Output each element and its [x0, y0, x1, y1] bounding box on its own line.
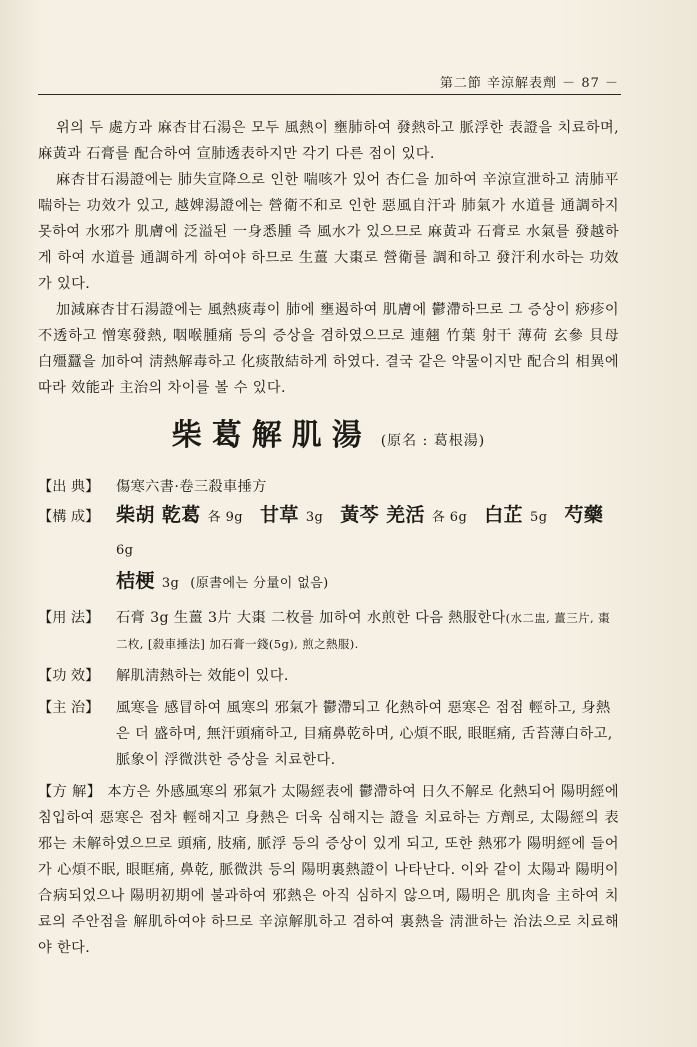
effect-text: 解肌淸熱하는 效能이 있다. — [116, 668, 289, 684]
usage-content — [116, 605, 619, 657]
herb-name: 柴胡 乾葛 — [116, 504, 201, 526]
formula-alias: (原名 : 葛根湯) — [380, 433, 486, 449]
effect-label: 【功 效】 — [38, 668, 100, 684]
herb-dose: 各 6g — [431, 510, 468, 525]
composition-content — [116, 500, 619, 599]
herb-dose: 各 9g — [207, 510, 243, 525]
herb-name: 芍藥 — [564, 504, 604, 526]
explanation-content — [38, 779, 619, 961]
herb-name: 甘草 — [259, 504, 299, 526]
indication-text: 風寒을 感冒하여 風寒의 邪氣가 鬱滯되고 化熱하여 惡寒은 점점 輕하고, 身熱은 더 盛하며, 無汗頭痛하고, 目痛鼻乾하며, 心煩不眠, 眼眶痛, 舌苔薄白하고, 脈象이 浮微洪한 증상을 치료한다. — [116, 700, 613, 768]
usage-text: 石膏 3g 生薑 3片 大棗 二枚를 加하여 水煎한 다음 熱服한다 — [116, 610, 506, 626]
source-text: 傷寒六書·卷三殺車捶方 — [116, 479, 267, 495]
herb-name: 白芷 — [484, 504, 524, 526]
herb-dose: 5g — [530, 510, 548, 525]
herb-name: 黃芩 羌活 — [340, 504, 425, 526]
section-composition — [38, 500, 619, 599]
herb-name: 桔梗 — [116, 570, 155, 592]
section-effect — [38, 663, 619, 689]
composition-note: (原書에는 分量이 없음) — [190, 576, 329, 591]
section-usage — [38, 605, 619, 657]
usage-small-note: (水二盅, 薑三片, 棗二枚, [殺車捶法] 加石膏一錢(5g), 煎之熱服). — [116, 611, 611, 651]
usage-label: 【用 法】 — [38, 610, 100, 626]
running-head: 第二節 辛涼解表劑 － 87 － — [439, 76, 619, 91]
formula-title: 柴葛解肌湯 — [171, 418, 372, 453]
section-source — [38, 474, 619, 500]
header-rule — [38, 94, 621, 95]
herb-dose: 6g — [116, 543, 134, 558]
intro-paragraph-1: 위의 두 處方과 麻杏甘石湯은 모두 風熱이 壅肺하여 發熱하고 脈浮한 表證을 치료하며, 麻黃과 石膏를 配合하여 宣肺透表하지만 각기 다른 점이 있다. — [38, 120, 619, 162]
source-label: 【出 典】 — [38, 479, 100, 495]
herb-dose: 3g — [161, 576, 180, 591]
indication-label: 【主 治】 — [38, 700, 100, 716]
herb-dose: 3g — [305, 510, 324, 525]
intro-paragraph-2: 麻杏甘石湯證에는 肺失宣降으로 인한 喘咳가 있어 杏仁을 加하여 辛涼宣泄하고 淸肺平喘하는 功效가 있고, 越婢湯證에는 營衛不和로 인한 惡風自汗과 肺氣가 水道를 通調하지 못하여 水邪가 肌膚에 泛溢된 一身悉腫 즉 風水가 있으므로 麻黃과 石膏로 水氣를 發越하게 하여 水道를 通調하게 하여야 하므로 生薑 大棗로 營衛를 調和하고 發汗利水하는 功效가 있다. — [38, 172, 619, 292]
explanation-text: 本方은 外感風寒의 邪氣가 太陽經表에 鬱滯하여 日久不解로 化熱되어 陽明經에 침입하여 惡寒은 점차 輕해지고 身熱은 더욱 심해지는 證을 치료하는 方劑로, 太陽經의 表邪는 未解하였으므로 頭痛, 肢痛, 脈浮 등의 증상이 있게 되고, 또한 熱邪가 陽明經에 들어가 心煩不眠, 眼眶痛, 鼻乾, 脈微洪 등의 陽明裏熱證이 나타난다. 이와 같이 太陽과 陽明이 合病되었으나 陽明初期에 불과하여 邪熱은 아직 심하지 않으며, 陽明은 肌肉을 主하여 치료의 주안점을 解肌하여야 하므로 辛涼解肌하고 겸하여 裏熱을 淸泄하는 治法으로 치료해야 한다. — [38, 784, 619, 956]
intro-paragraph-3: 加減麻杏甘石湯證에는 風熱痰毒이 肺에 壅遏하여 肌膚에 鬱滯하므로 그 증상이 痧疹이 不透하고 憎寒發熱, 咽喉腫痛 등의 증상을 겸하였으므로 連翹 竹葉 射干 薄荷 玄參 貝母 白殭蠶을 加하여 淸熱解毒하고 化痰散結하게 하였다. 결국 같은 약물이지만 配合의 相異에 따라 效能과 主治의 차이를 볼 수 있다. — [38, 302, 619, 396]
page-body — [38, 115, 619, 961]
formula-heading — [38, 418, 619, 454]
herb-line-2 — [116, 566, 619, 599]
section-indication — [38, 695, 619, 773]
section-explanation — [38, 779, 619, 961]
composition-label: 【構 成】 — [38, 509, 100, 525]
herb-line-1 — [116, 500, 619, 566]
explanation-label: 【方 解】 — [38, 784, 102, 800]
